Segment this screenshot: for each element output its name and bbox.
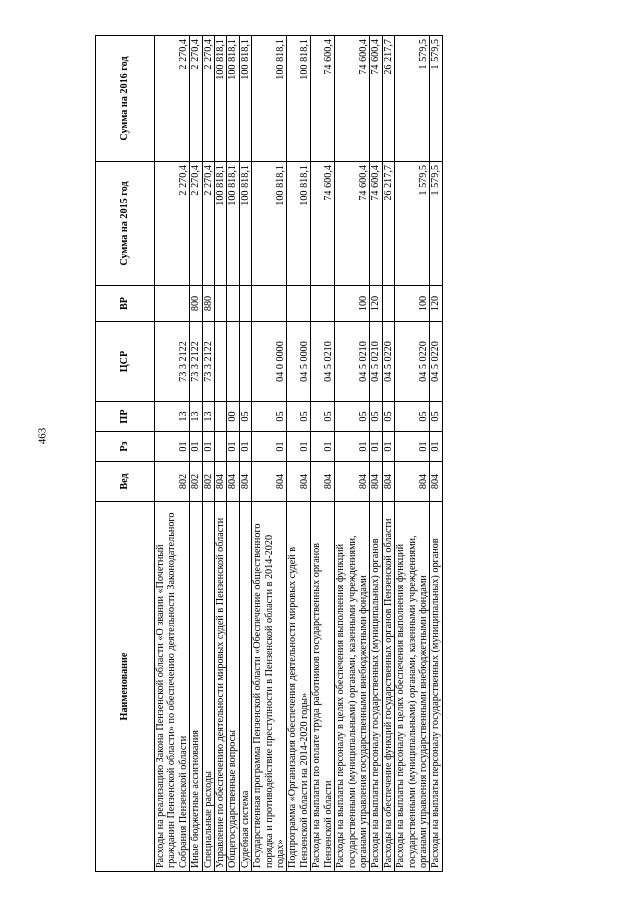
row-csr: 04 5 0210 bbox=[311, 322, 335, 402]
header-vr: ВР bbox=[96, 286, 155, 322]
row-name: Расходы на реализацию Закона Пензенской области «О звании «Почетный гражданин Пензенской области» по обеспечению деятельности Законодательного Собрания Пензенской области bbox=[155, 502, 190, 872]
row-pr: 05 bbox=[395, 402, 430, 432]
row-sum-2016: 2 270,4 bbox=[202, 36, 214, 162]
row-vr bbox=[215, 286, 227, 322]
row-sum-2016: 26 217,7 bbox=[382, 36, 394, 162]
row-csr bbox=[239, 322, 251, 402]
row-name: Специальные расходы bbox=[202, 502, 214, 872]
row-pr: 05 bbox=[430, 402, 442, 432]
row-vr bbox=[311, 286, 335, 322]
row-ved: 804 bbox=[430, 462, 442, 502]
row-vr: 880 bbox=[202, 286, 214, 322]
row-sum-2016: 74 600,4 bbox=[370, 36, 382, 162]
row-pr: 13 bbox=[202, 402, 214, 432]
row-vr: 100 bbox=[395, 286, 430, 322]
row-csr: 73 3 2122 bbox=[190, 322, 202, 402]
row-sum-2016: 1 579,5 bbox=[430, 36, 442, 162]
row-rz: 01 bbox=[190, 432, 202, 462]
row-sum-2015: 26 217,7 bbox=[382, 162, 394, 286]
page-number: 463 bbox=[36, 427, 49, 445]
row-ved: 804 bbox=[239, 462, 251, 502]
row-sum-2016: 74 600,4 bbox=[311, 36, 335, 162]
row-csr: 73 3 2122 bbox=[155, 322, 190, 402]
row-rz: 01 bbox=[311, 432, 335, 462]
row-vr bbox=[252, 286, 287, 322]
row-name: Расходы на выплаты персоналу государственных (муниципальных) органов bbox=[370, 502, 382, 872]
row-name: Расходы на выплаты персоналу государственных (муниципальных) органов bbox=[430, 502, 442, 872]
row-rz: 01 bbox=[430, 432, 442, 462]
table-row bbox=[155, 36, 190, 872]
row-name: Расходы на выплаты по оплате труда работников государственных органов Пензенской области bbox=[311, 502, 335, 872]
row-name: Общегосударственные вопросы bbox=[227, 502, 239, 872]
row-vr bbox=[227, 286, 239, 322]
header-sum-2015: Сумма на 2015 год bbox=[96, 162, 155, 286]
row-pr: 05 bbox=[287, 402, 311, 432]
row-sum-2015: 100 818,1 bbox=[252, 162, 287, 286]
row-name: Расходы на выплаты персоналу в целях обеспечения выполнения функций государственными (муниципальными) органами, казенными учреждениями, органами управления государственными внебюджетными фондами bbox=[335, 502, 370, 872]
row-sum-2016: 74 600,4 bbox=[335, 36, 370, 162]
row-csr: 04 5 0220 bbox=[382, 322, 394, 402]
row-rz: 01 bbox=[155, 432, 190, 462]
table-row bbox=[311, 36, 335, 872]
row-ved: 802 bbox=[190, 462, 202, 502]
row-rz: 01 bbox=[335, 432, 370, 462]
header-ved: Вед bbox=[96, 462, 155, 502]
row-pr: 05 bbox=[252, 402, 287, 432]
table-row bbox=[287, 36, 311, 872]
row-pr: 13 bbox=[155, 402, 190, 432]
rotated-page bbox=[95, 36, 605, 872]
row-ved: 802 bbox=[202, 462, 214, 502]
row-ved: 802 bbox=[155, 462, 190, 502]
row-name: Государственная программа Пензенской области «Обеспечение общественного порядка и противодействие преступности в Пензенской области в 2014-2020 годах» bbox=[252, 502, 287, 872]
row-csr: 04 5 0000 bbox=[287, 322, 311, 402]
row-sum-2016: 1 579,5 bbox=[395, 36, 430, 162]
row-vr: 120 bbox=[430, 286, 442, 322]
row-name: Судебная система bbox=[239, 502, 251, 872]
table-row bbox=[395, 36, 430, 872]
row-rz: 01 bbox=[252, 432, 287, 462]
row-vr: 800 bbox=[190, 286, 202, 322]
header-csr: ЦСР bbox=[96, 322, 155, 402]
row-ved: 804 bbox=[370, 462, 382, 502]
budget-table-container bbox=[95, 36, 605, 872]
table-row bbox=[335, 36, 370, 872]
row-ved: 804 bbox=[287, 462, 311, 502]
row-pr: 00 bbox=[227, 402, 239, 432]
header-name: Наименование bbox=[96, 502, 155, 872]
table-row bbox=[370, 36, 382, 872]
row-ved: 804 bbox=[335, 462, 370, 502]
row-pr: 05 bbox=[382, 402, 394, 432]
row-rz: 01 bbox=[287, 432, 311, 462]
row-ved: 804 bbox=[382, 462, 394, 502]
row-sum-2015: 74 600,4 bbox=[370, 162, 382, 286]
row-csr: 73 3 2122 bbox=[202, 322, 214, 402]
row-name: Управление по обеспечению деятельности мировых судей в Пензенской области bbox=[215, 502, 227, 872]
row-pr: 05 bbox=[370, 402, 382, 432]
row-pr: 13 bbox=[190, 402, 202, 432]
row-csr: 04 5 0220 bbox=[430, 322, 442, 402]
row-vr bbox=[239, 286, 251, 322]
row-vr bbox=[382, 286, 394, 322]
row-pr bbox=[215, 402, 227, 432]
row-sum-2015: 100 818,1 bbox=[215, 162, 227, 286]
table-row bbox=[239, 36, 251, 872]
row-rz: 01 bbox=[239, 432, 251, 462]
row-csr: 04 5 0210 bbox=[335, 322, 370, 402]
header-sum-2016: Сумма на 2016 год bbox=[96, 36, 155, 162]
row-sum-2016: 100 818,1 bbox=[227, 36, 239, 162]
row-sum-2015: 1 579,5 bbox=[430, 162, 442, 286]
row-rz: 01 bbox=[382, 432, 394, 462]
table-row bbox=[252, 36, 287, 872]
row-ved: 804 bbox=[395, 462, 430, 502]
header-rz: Рз bbox=[96, 432, 155, 462]
table-row bbox=[430, 36, 442, 872]
row-sum-2015: 100 818,1 bbox=[227, 162, 239, 286]
row-sum-2015: 2 270,4 bbox=[202, 162, 214, 286]
row-ved: 804 bbox=[215, 462, 227, 502]
row-vr bbox=[287, 286, 311, 322]
row-vr: 100 bbox=[335, 286, 370, 322]
row-sum-2015: 74 600,4 bbox=[311, 162, 335, 286]
row-csr bbox=[215, 322, 227, 402]
row-sum-2016: 100 818,1 bbox=[252, 36, 287, 162]
row-csr: 04 5 0210 bbox=[370, 322, 382, 402]
row-sum-2016: 100 818,1 bbox=[239, 36, 251, 162]
row-sum-2016: 2 270,4 bbox=[155, 36, 190, 162]
row-name: Расходы на обеспечение функций государственных органов Пензенской области bbox=[382, 502, 394, 872]
budget-table bbox=[95, 35, 443, 872]
table-row bbox=[190, 36, 202, 872]
row-csr bbox=[227, 322, 239, 402]
row-name: Расходы на выплаты персоналу в целях обеспечения выполнения функций государственными (муниципальными) органами, казенными учреждениями, органами управления государственными внебюджетными фондами bbox=[395, 502, 430, 872]
row-sum-2015: 2 270,4 bbox=[155, 162, 190, 286]
row-ved: 804 bbox=[252, 462, 287, 502]
row-sum-2015: 1 579,5 bbox=[395, 162, 430, 286]
table-row bbox=[382, 36, 394, 872]
row-ved: 804 bbox=[227, 462, 239, 502]
row-sum-2015: 100 818,1 bbox=[239, 162, 251, 286]
row-sum-2016: 100 818,1 bbox=[287, 36, 311, 162]
row-pr: 05 bbox=[311, 402, 335, 432]
row-rz: 01 bbox=[202, 432, 214, 462]
row-csr: 04 0 0000 bbox=[252, 322, 287, 402]
row-pr: 05 bbox=[239, 402, 251, 432]
row-pr: 05 bbox=[335, 402, 370, 432]
row-name: Подпрограмма «Организация обеспечения деятельности мировых судей в Пензенской области на 2014-2020 годы» bbox=[287, 502, 311, 872]
row-sum-2015: 2 270,4 bbox=[190, 162, 202, 286]
table-header-row bbox=[96, 36, 155, 872]
row-sum-2015: 74 600,4 bbox=[335, 162, 370, 286]
row-csr: 04 5 0220 bbox=[395, 322, 430, 402]
row-vr: 120 bbox=[370, 286, 382, 322]
row-sum-2015: 100 818,1 bbox=[287, 162, 311, 286]
row-vr bbox=[155, 286, 190, 322]
row-rz: 01 bbox=[227, 432, 239, 462]
row-rz bbox=[215, 432, 227, 462]
table-row bbox=[202, 36, 214, 872]
row-rz: 01 bbox=[370, 432, 382, 462]
row-name: Иные бюджетные ассигнования bbox=[190, 502, 202, 872]
row-ved: 804 bbox=[311, 462, 335, 502]
header-pr: ПР bbox=[96, 402, 155, 432]
table-row bbox=[227, 36, 239, 872]
table-row bbox=[215, 36, 227, 872]
row-sum-2016: 2 270,4 bbox=[190, 36, 202, 162]
row-rz: 01 bbox=[395, 432, 430, 462]
row-sum-2016: 100 818,1 bbox=[215, 36, 227, 162]
table-body bbox=[155, 36, 443, 872]
